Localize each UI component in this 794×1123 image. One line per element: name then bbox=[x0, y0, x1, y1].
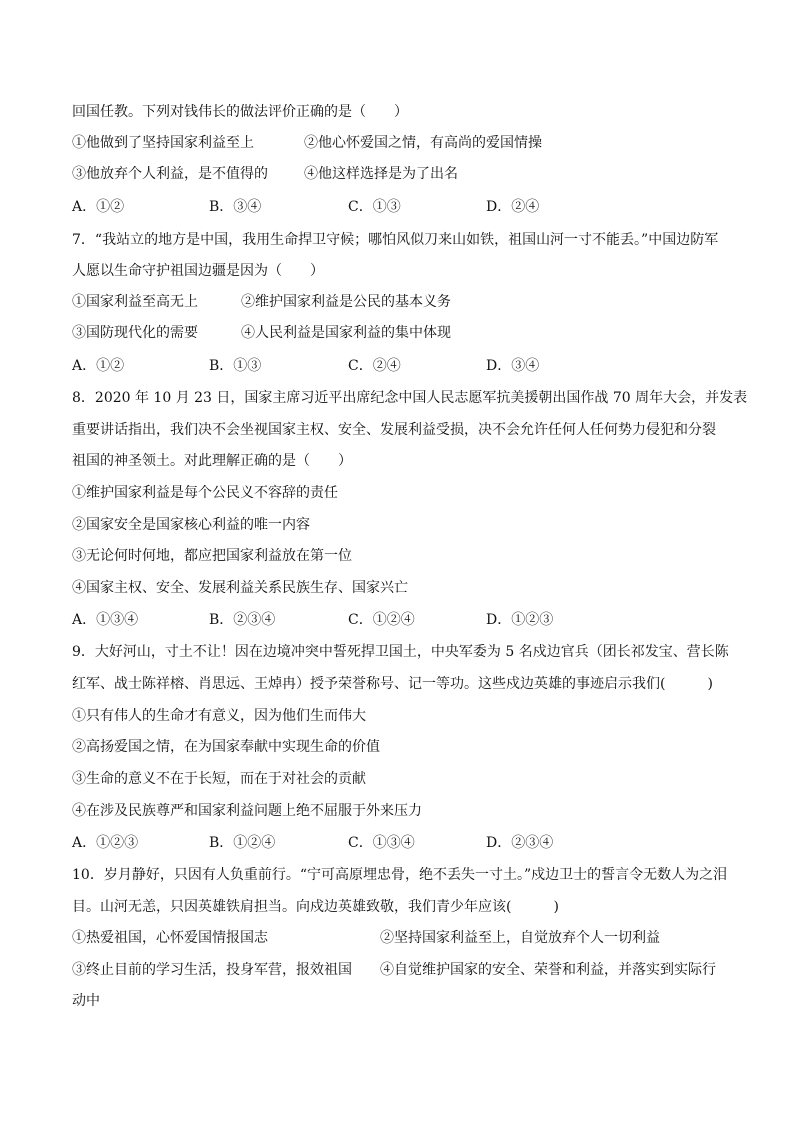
q10-option-1: ①热爱祖国，心怀爱国情报国志 bbox=[72, 930, 268, 946]
q7-choice-d: D．③④ bbox=[486, 358, 540, 374]
q8-stem-line-1: 8．2020 年 10 月 23 日，国家主席习近平出席纪念中国人民志愿军抗美援朝出国作战 70 周年大会，并发表 bbox=[72, 390, 748, 406]
q7-stem-line-1: 7．“我站立的地方是中国，我用生命捍卫守候；哪怕风似刀来山如铁，祖国山河一寸不能丢。”中国边防军 bbox=[72, 232, 719, 248]
q6-choice-b: B．③④ bbox=[209, 199, 262, 215]
q8-option-4: ④国家主权、安全、发展利益关系民族生存、国家兴亡 bbox=[72, 580, 408, 596]
q7-option-2: ②维护国家利益是公民的基本义务 bbox=[241, 294, 451, 310]
q6-option-1: ①他做到了坚持国家利益至上 bbox=[72, 135, 254, 151]
q8-choice-d: D．①②③ bbox=[486, 612, 554, 628]
q8-choice-a: A．①③④ bbox=[72, 612, 139, 628]
q8-choice-b: B．②③④ bbox=[209, 612, 276, 628]
q9-option-2: ②高扬爱国之情，在为国家奉献中实现生命的价值 bbox=[72, 739, 380, 755]
q9-stem-line-1: 9．大好河山，寸土不让！因在边境冲突中誓死捍卫国土，中央军委为 5 名戍边官兵（团长祁发宝、营长陈 bbox=[72, 644, 729, 660]
q9-choice-d: D．②③④ bbox=[486, 835, 554, 851]
q9-option-3: ③生命的意义不在于长短，而在于对社会的贡献 bbox=[72, 771, 366, 787]
q6-choice-a: A．①② bbox=[72, 199, 125, 215]
q10-option-4-continued: 动中 bbox=[72, 993, 100, 1009]
q7-choice-c: C．②④ bbox=[348, 358, 401, 374]
q8-option-1: ①维护国家利益是每个公民义不容辞的责任 bbox=[72, 485, 338, 501]
q7-stem-line-2: 人愿以生命守护祖国边疆是因为（ ） bbox=[72, 263, 324, 279]
q7-option-4: ④人民利益是国家利益的集中体现 bbox=[241, 325, 451, 341]
q6-option-2: ②他心怀爱国之情，有高尚的爱国情操 bbox=[304, 135, 542, 151]
q9-option-4: ④在涉及民族尊严和国家利益问题上绝不屈服于外来压力 bbox=[72, 803, 422, 819]
q7-option-1: ①国家利益至高无上 bbox=[72, 294, 198, 310]
q7-option-3: ③国防现代化的需要 bbox=[72, 325, 198, 341]
q9-choice-a: A．①②③ bbox=[72, 835, 139, 851]
q10-option-2: ②坚持国家利益至上，自觉放弃个人一切利益 bbox=[380, 930, 660, 946]
q8-option-2: ②国家安全是国家核心利益的唯一内容 bbox=[72, 517, 310, 533]
q8-stem-line-3: 祖国的神圣领土。对此理解正确的是（ ） bbox=[72, 453, 352, 469]
q7-choice-a: A．①② bbox=[72, 358, 125, 374]
q9-choice-b: B．①②④ bbox=[209, 835, 276, 851]
q9-choice-c: C．①③④ bbox=[348, 835, 415, 851]
q6-choice-c: C．①③ bbox=[348, 199, 401, 215]
q8-option-3: ③无论何时何地，都应把国家利益放在第一位 bbox=[72, 548, 352, 564]
q8-stem-line-2: 重要讲话指出，我们决不会坐视国家主权、安全、发展利益受损，决不会允许任何人任何势力侵犯和分裂 bbox=[72, 422, 716, 438]
q10-stem-line-1: 10．岁月静好，只因有人负重前行。“宁可高原埋忠骨，绝不丢失一寸土。”戍边卫士的誓言令无数人为之泪 bbox=[72, 867, 728, 883]
q7-choice-b: B．①③ bbox=[209, 358, 262, 374]
q10-option-3: ③终止目前的学习生活，投身军营，报效祖国 bbox=[72, 962, 352, 978]
q6-option-3: ③他放弃个人利益，是不值得的 bbox=[72, 166, 268, 182]
q6-option-4: ④他这样选择是为了出名 bbox=[304, 166, 458, 182]
q9-stem-line-2: 红军、战士陈祥榕、肖思远、王焯冉）授予荣誉称号、记一等功。这些戍边英雄的事迹启示我们( ) bbox=[72, 676, 713, 692]
q8-choice-c: C．①②④ bbox=[348, 612, 415, 628]
q6-stem: 回国任教。下列对钱伟长的做法评价正确的是（ ） bbox=[72, 104, 408, 120]
q6-choice-d: D．②④ bbox=[486, 199, 540, 215]
q10-option-4: ④自觉维护国家的安全、荣誉和利益，并落实到实际行 bbox=[380, 962, 716, 978]
q9-option-1: ①只有伟人的生命才有意义，因为他们生而伟大 bbox=[72, 708, 366, 724]
q10-stem-line-2: 目。山河无恙，只因英雄铁肩担当。向戍边英雄致敬，我们青少年应该( ) bbox=[72, 899, 559, 915]
